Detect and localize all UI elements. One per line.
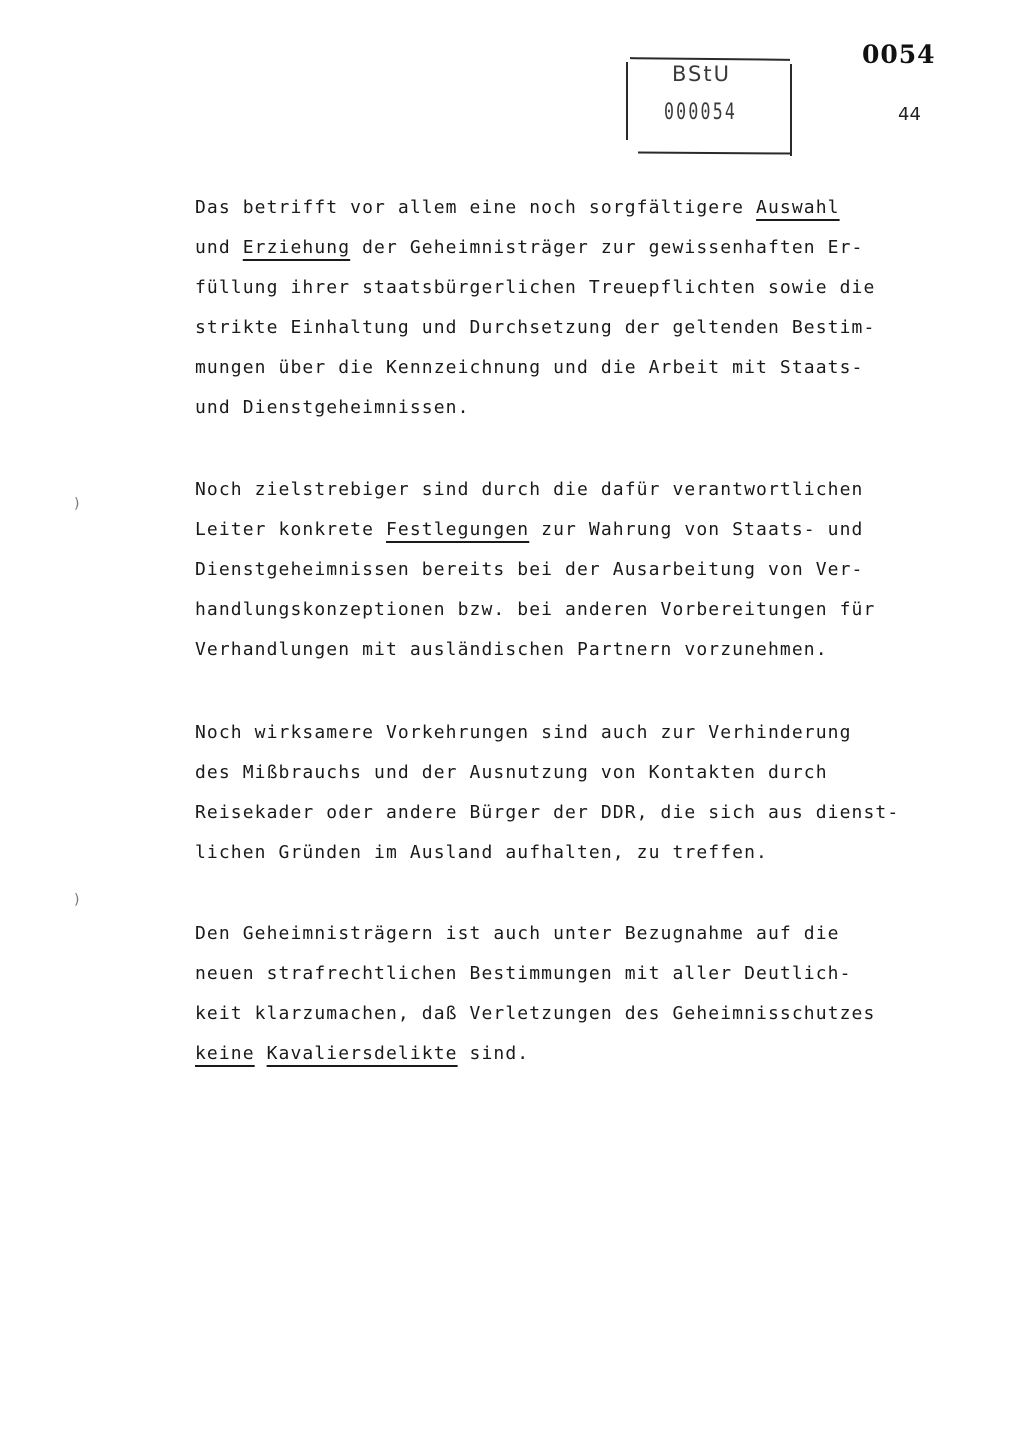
text-line bbox=[195, 914, 935, 954]
page-number: 44 bbox=[898, 104, 921, 125]
underlined-text: keine bbox=[195, 1043, 255, 1064]
stamp-border-left bbox=[626, 62, 628, 140]
text-line bbox=[195, 1034, 935, 1074]
text-run: sind. bbox=[457, 1043, 530, 1064]
text-line bbox=[195, 268, 935, 308]
text-run: keit klarzumachen, daß Verletzungen des Geheimnisschutzes bbox=[195, 1003, 876, 1024]
text-line bbox=[195, 630, 935, 670]
text-line bbox=[195, 550, 935, 590]
text-run: Leiter konkrete bbox=[195, 519, 386, 540]
text-line bbox=[195, 348, 935, 388]
text-run: Verhandlungen mit ausländischen Partnern vorzunehmen. bbox=[195, 639, 828, 660]
margin-mark: ) bbox=[74, 496, 80, 512]
paragraph-2 bbox=[195, 470, 935, 670]
text-run: Reisekader oder andere Bürger der DDR, die sich aus dienst- bbox=[195, 802, 900, 823]
text-line bbox=[195, 833, 935, 873]
text-run: zur Wahrung von Staats- und bbox=[529, 519, 864, 540]
text-run: Dienstgeheimnissen bereits bei der Ausarbeitung von Ver- bbox=[195, 559, 864, 580]
text-line bbox=[195, 470, 935, 510]
text-line bbox=[195, 228, 935, 268]
underlined-text: Festlegungen bbox=[386, 519, 530, 540]
text-run: Noch wirksamere Vorkehrungen sind auch zur Verhinderung bbox=[195, 722, 852, 743]
text-line bbox=[195, 954, 935, 994]
text-run: lichen Gründen im Ausland aufhalten, zu treffen. bbox=[195, 842, 768, 863]
text-run: füllung ihrer staatsbürgerlichen Treuepflichten sowie die bbox=[195, 277, 876, 298]
text-line bbox=[195, 188, 935, 228]
text-run: und bbox=[195, 237, 243, 258]
paragraph-3 bbox=[195, 713, 935, 873]
text-run: handlungskonzeptionen bzw. bei anderen Vorbereitungen für bbox=[195, 599, 876, 620]
text-line bbox=[195, 793, 935, 833]
text-line bbox=[195, 994, 935, 1034]
text-run: Das betrifft vor allem eine noch sorgfältigere bbox=[195, 197, 757, 218]
underlined-text: Kavaliersdelikte bbox=[266, 1043, 458, 1064]
text-run: neuen strafrechtlichen Bestimmungen mit aller Deutlich- bbox=[195, 963, 852, 984]
stamp-number: 000054 bbox=[664, 100, 738, 125]
text-run: des Mißbrauchs und der Ausnutzung von Kontakten durch bbox=[195, 762, 828, 783]
text-run: strikte Einhaltung und Durchsetzung der geltenden Bestim- bbox=[195, 317, 876, 338]
text-line bbox=[195, 590, 935, 630]
text-run bbox=[255, 1043, 267, 1064]
margin-mark: ) bbox=[74, 892, 80, 908]
text-line bbox=[195, 388, 935, 428]
text-line bbox=[195, 713, 935, 753]
stamp-border-right bbox=[790, 64, 792, 156]
underlined-text: Erziehung bbox=[242, 237, 351, 258]
text-line bbox=[195, 308, 935, 348]
folio-number: 0054 bbox=[862, 40, 936, 69]
stamp-border-bottom bbox=[638, 151, 792, 154]
text-line bbox=[195, 510, 935, 550]
stamp-title: BStU bbox=[672, 62, 731, 86]
text-run: und Dienstgeheimnissen. bbox=[195, 397, 470, 418]
underlined-text: Auswahl bbox=[756, 197, 840, 218]
paragraph-1 bbox=[195, 188, 935, 428]
text-line bbox=[195, 753, 935, 793]
stamp-border-top bbox=[630, 57, 790, 61]
text-run: der Geheimnisträger zur gewissenhaften Er- bbox=[350, 237, 864, 258]
text-run: mungen über die Kennzeichnung und die Arbeit mit Staats- bbox=[195, 357, 864, 378]
text-run: Den Geheimnisträgern ist auch unter Bezugnahme auf die bbox=[195, 923, 840, 944]
archive-stamp bbox=[624, 56, 794, 156]
text-run: Noch zielstrebiger sind durch die dafür verantwortlichen bbox=[195, 479, 864, 500]
paragraph-4 bbox=[195, 914, 935, 1074]
